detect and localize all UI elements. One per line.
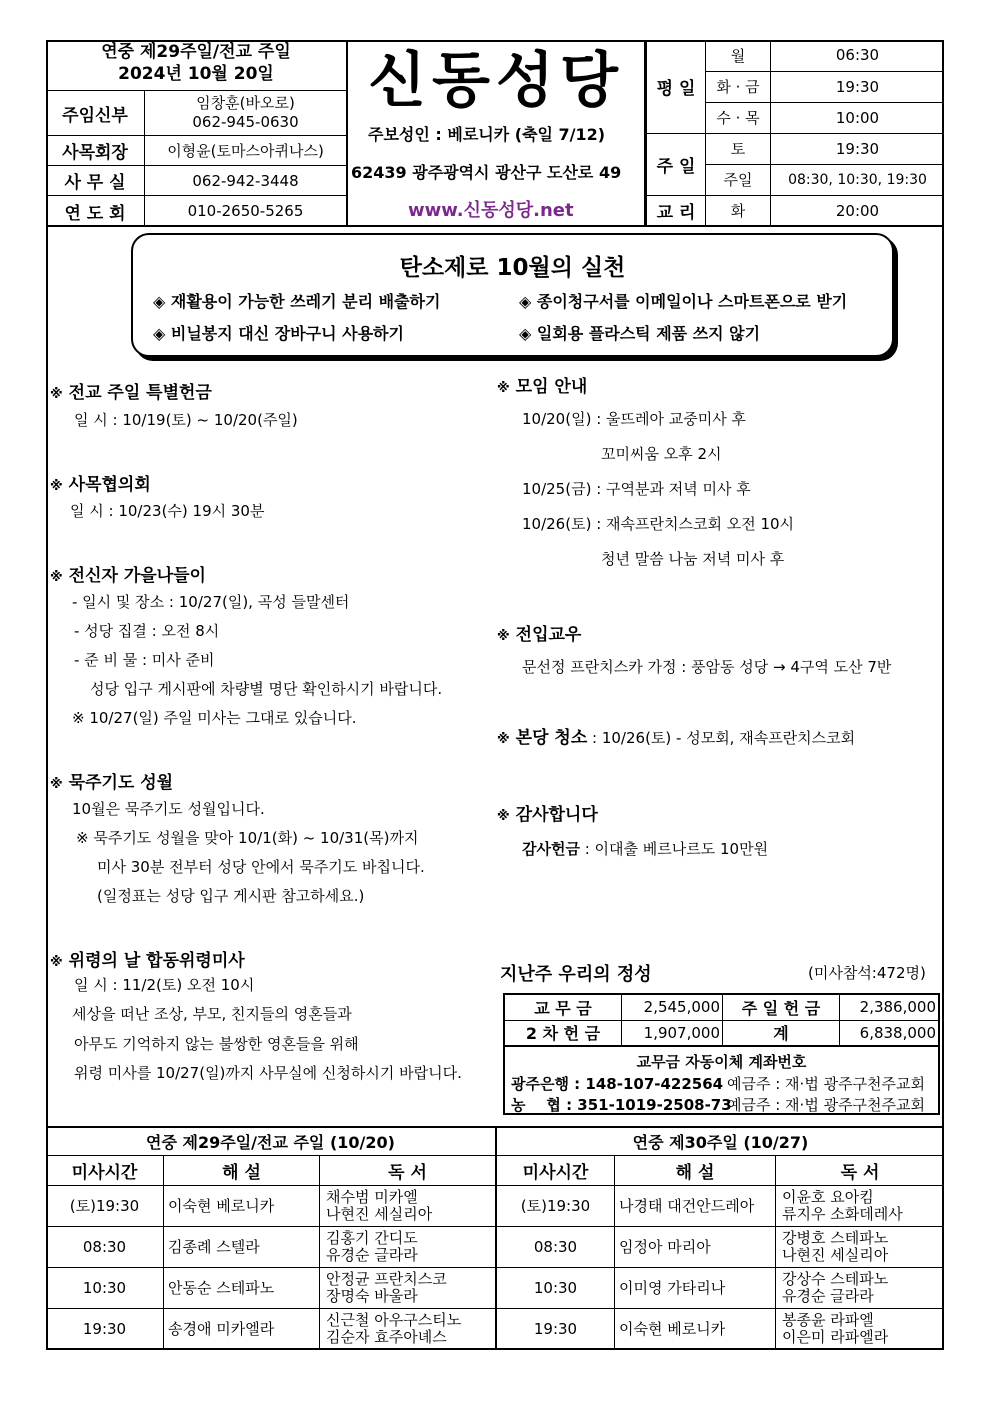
readers: 김홍기 간디도 유경순 글라라 — [320, 1226, 497, 1267]
text-line: 일 시 : 10/19(토) ~ 10/20(주일) — [74, 411, 298, 429]
pastor-label: 주임신부 — [46, 91, 145, 136]
reference-mark-icon: ※ — [497, 732, 510, 747]
text-line: 위령 미사를 10/27(일)까지 사무실에 신청하시기 바랍니다. — [74, 1064, 462, 1082]
col-reading: 독 서 — [320, 1155, 497, 1185]
sunday-label: 주 일 — [647, 133, 706, 195]
schedule-time: 08:30, 10:30, 19:30 — [771, 164, 945, 195]
pastor-phone: 062-945-0630 — [192, 113, 299, 131]
text-line: 성당 입구 게시판에 차량별 명단 확인하시기 바랍니다. — [90, 680, 443, 698]
reference-mark-icon: ※ — [50, 955, 63, 970]
schedule-time: 10:00 — [771, 102, 945, 133]
schedule-time: 19:30 — [771, 71, 945, 102]
mass-time: 08:30 — [46, 1226, 164, 1267]
reference-mark-icon: ※ — [497, 381, 510, 396]
office-label: 사 무 실 — [46, 166, 145, 196]
mass-time: 19:30 — [496, 1308, 615, 1349]
commentator: 송경애 미카엘라 — [164, 1308, 320, 1349]
section-meetings: ※ 모임 안내 — [497, 377, 588, 397]
mass-schedule-table — [646, 40, 944, 226]
reference-mark-icon: ※ — [50, 479, 63, 494]
offering-label: 계 — [723, 1020, 840, 1046]
table-row — [46, 1226, 944, 1267]
text-line: ※ 10/27(일) 주일 미사는 그대로 있습니다. — [72, 709, 357, 727]
week-title: 연중 제29주일/전교 주일 — [101, 42, 291, 62]
schedule-time: 06:30 — [771, 40, 945, 71]
col-commentary: 해 설 — [615, 1155, 776, 1185]
mass-time: 10:30 — [46, 1267, 164, 1308]
section-rosary-month: ※ 묵주기도 성월 — [50, 773, 174, 793]
account-owner: 예금주 : 재·법 광주구천주교회 — [727, 1096, 926, 1114]
text-line: 일 시 : 11/2(토) 오전 10시 — [74, 976, 255, 994]
reference-mark-icon: ※ — [497, 629, 510, 644]
banner-item: ◈ 비닐봉지 대신 장바구니 사용하기 — [153, 324, 404, 343]
account-bank: 농 협 : 351-1019-2508-73 — [511, 1096, 732, 1114]
council-label: 사목회장 — [46, 136, 145, 166]
readers: 채수범 미카엘 나현진 세실리아 — [320, 1185, 497, 1226]
weekday-label: 평 일 — [647, 40, 706, 133]
offering-value: 2,545,000 — [622, 994, 723, 1020]
ydh-phone: 010-2650-5265 — [145, 196, 347, 227]
offering-title: 지난주 우리의 정성 — [500, 964, 652, 985]
header-bottom-rule — [46, 225, 944, 227]
account-bank: 광주은행 : 148-107-422564 — [511, 1075, 724, 1093]
offering-table — [503, 993, 940, 1047]
table-row — [46, 1185, 944, 1226]
text-line: 미사 30분 전부터 성당 안에서 묵주기도 바칩니다. — [97, 858, 425, 876]
section-pastoral-council: ※ 사목협의회 — [50, 475, 151, 495]
schedule-day: 화 · 금 — [706, 71, 771, 102]
carbon-zero-banner — [131, 233, 894, 357]
schedule-time: 20:00 — [771, 195, 945, 226]
section-autumn-outing: ※ 전신자 가을나들이 — [50, 566, 206, 586]
text-line: 일 시 : 10/23(수) 19시 30분 — [70, 502, 265, 520]
commentator: 안동순 스테파노 — [164, 1267, 320, 1308]
commentator: 이숙현 베로니카 — [615, 1308, 776, 1349]
readers: 안정균 프란치스코 장명숙 바울라 — [320, 1267, 497, 1308]
mass-time: (토)19:30 — [46, 1185, 164, 1226]
text-line: 10/25(금) : 구역분과 저녁 미사 후 — [522, 480, 751, 498]
text-line: (일정표는 성당 입구 게시판 참고하세요.) — [97, 887, 365, 905]
offering-value: 1,907,000 — [622, 1020, 723, 1046]
council-name: 이형윤(토마스아퀴나스) — [145, 136, 347, 166]
pastor-name: 임창훈(바오로) — [196, 94, 295, 112]
banner-item: ◈ 일회용 플라스틱 제품 쓰지 않기 — [519, 324, 761, 343]
text-line: ※ 묵주기도 성월을 맞아 10/1(화) ~ 10/31(목)까지 — [76, 829, 419, 847]
office-phone: 062-942-3448 — [145, 166, 347, 196]
commentator: 임정아 마리아 — [615, 1226, 776, 1267]
text-line: - 성당 집결 : 오전 8시 — [74, 622, 220, 640]
reference-mark-icon: ※ — [50, 570, 63, 585]
text-line: 세상을 떠난 조상, 부모, 친지들의 영혼들과 — [72, 1005, 352, 1023]
text-line: 문선정 프란치스카 가정 : 풍암동 성당 → 4구역 도산 7반 — [522, 658, 892, 676]
text-line: 10/26(토) : 재속프란치스코회 오전 10시 — [522, 515, 795, 533]
reference-mark-icon: ※ — [50, 777, 63, 792]
banner-item: ◈ 재활용이 가능한 쓰레기 분리 배출하기 — [153, 292, 441, 311]
text-line: - 준 비 물 : 미사 준비 — [74, 651, 215, 669]
section-mission-offering: ※ 전교 주일 특별헌금 — [50, 383, 212, 403]
offering-value: 6,838,000 — [840, 1020, 940, 1046]
schedule-day: 토 — [706, 133, 771, 164]
church-address: 62439 광주광역시 광산구 도산로 49 — [351, 163, 622, 182]
week-29-title: 연중 제29주일/전교 주일 (10/20) — [46, 1127, 496, 1155]
bank-account-box — [503, 1047, 940, 1115]
col-time: 미사시간 — [46, 1155, 164, 1185]
section-church-cleaning: ※ 본당 청소 : 10/26(토) - 성모회, 재속프란치스코회 — [497, 728, 856, 748]
col-time: 미사시간 — [496, 1155, 615, 1185]
readers: 강병호 스테파노 나현진 세실리아 — [776, 1226, 945, 1267]
mass-time: 19:30 — [46, 1308, 164, 1349]
readers: 신근철 아우구스티노 김순자 효주아녜스 — [320, 1308, 497, 1349]
commentator: 이미영 가타리나 — [615, 1267, 776, 1308]
mass-time: 10:30 — [496, 1267, 615, 1308]
patron-saint: 주보성인 : 베로니카 (축일 7/12) — [368, 125, 606, 144]
col-commentary: 해 설 — [164, 1155, 320, 1185]
contact-table — [46, 90, 346, 227]
account-title: 교무금 자동이체 계좌번호 — [636, 1053, 807, 1071]
text-line: - 일시 및 장소 : 10/27(일), 곡성 들말센터 — [72, 593, 350, 611]
ydh-label: 연 도 회 — [46, 196, 145, 227]
text-line: 청년 말씀 나눔 저녁 미사 후 — [601, 550, 785, 568]
readers: 이윤호 요아킴 류지우 소화데레사 — [776, 1185, 945, 1226]
offering-label: 2 차 헌 금 — [504, 1020, 622, 1046]
text-line: 10월은 묵주기도 성월입니다. — [72, 800, 265, 818]
text-line: 꼬미씨움 오후 2시 — [601, 445, 722, 463]
section-thanks: ※ 감사합니다 — [497, 805, 598, 825]
header-left — [46, 40, 346, 226]
readers: 봉종윤 라파엘 이은미 라파엘라 — [776, 1308, 945, 1349]
week-date: 2024년 10월 20일 — [118, 64, 274, 84]
schedule-day: 월 — [706, 40, 771, 71]
commentator: 김종례 스텔라 — [164, 1226, 320, 1267]
section-new-parishioners: ※ 전입교우 — [497, 625, 582, 645]
banner-item: ◈ 종이청구서를 이메일이나 스마트폰으로 받기 — [519, 292, 848, 311]
readers: 강상수 스테파노 유경순 글라라 — [776, 1267, 945, 1308]
offering-value: 2,386,000 — [840, 994, 940, 1020]
col-reading: 독 서 — [776, 1155, 945, 1185]
mass-attendance: (미사참석:472명) — [808, 964, 926, 982]
pastor-info — [145, 91, 347, 136]
schedule-day: 화 — [706, 195, 771, 226]
banner-title: 탄소제로 10월의 실천 — [399, 255, 626, 281]
offering-label: 교 무 금 — [504, 994, 622, 1020]
table-row — [46, 1308, 944, 1349]
catechism-label: 교 리 — [647, 195, 706, 226]
week-30-title: 연중 제30주일 (10/27) — [496, 1127, 944, 1155]
schedule-day: 수 · 목 — [706, 102, 771, 133]
mass-time: (토)19:30 — [496, 1185, 615, 1226]
mass-time: 08:30 — [496, 1226, 615, 1267]
text-line: 10/20(일) : 울뜨레아 교중미사 후 — [522, 410, 746, 428]
table-row — [46, 1267, 944, 1308]
offering-label: 주 일 헌 금 — [723, 994, 840, 1020]
text-line: 아무도 기억하지 않는 불쌍한 영혼들을 위해 — [74, 1035, 359, 1053]
reference-mark-icon: ※ — [497, 809, 510, 824]
account-owner: 예금주 : 재·법 광주구천주교회 — [727, 1075, 926, 1093]
commentator: 나경태 대건안드레아 — [615, 1185, 776, 1226]
section-all-souls-mass: ※ 위령의 날 합동위령미사 — [50, 951, 245, 971]
church-website[interactable]: www.신동성당.net — [408, 200, 574, 221]
reference-mark-icon: ※ — [50, 387, 63, 402]
ministry-table — [46, 1126, 944, 1349]
commentator: 이숙현 베로니카 — [164, 1185, 320, 1226]
schedule-day: 주일 — [706, 164, 771, 195]
schedule-time: 19:30 — [771, 133, 945, 164]
text-line: 감사헌금 : 이대출 베르나르도 10만원 — [522, 840, 769, 858]
church-title: 신동성당 — [368, 46, 624, 116]
